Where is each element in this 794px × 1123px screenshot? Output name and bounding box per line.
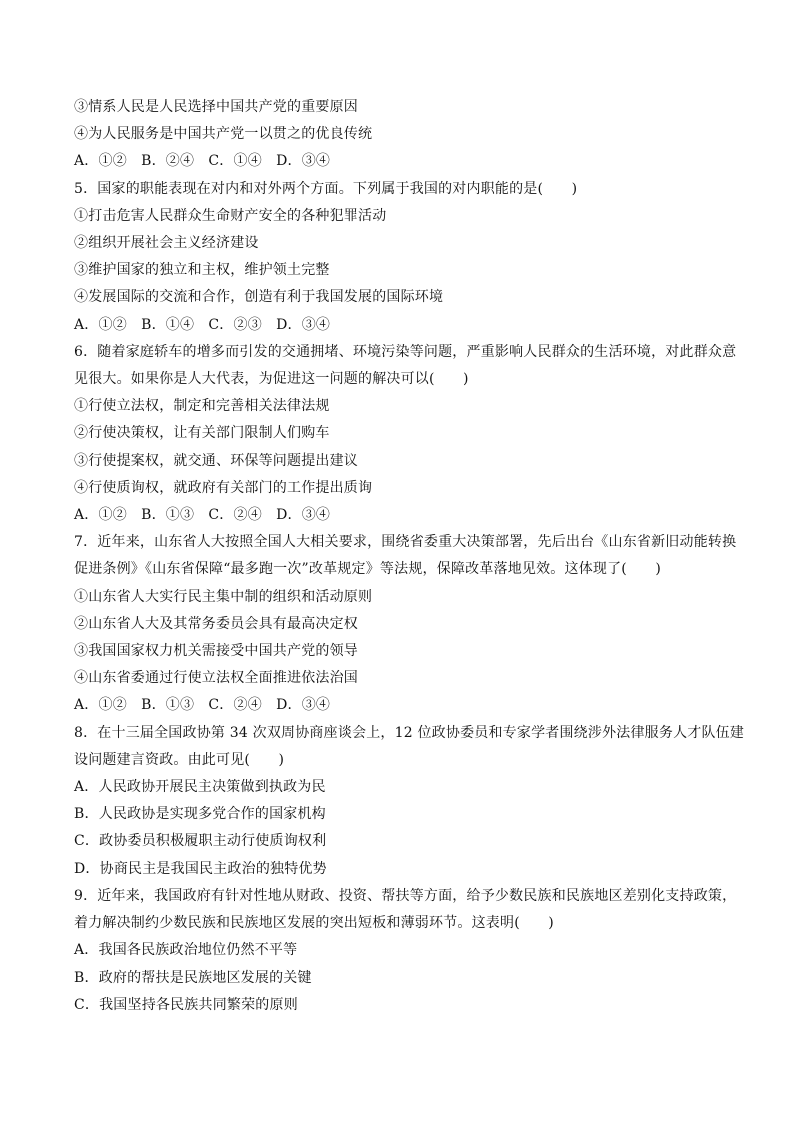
option-line: ③情系人民是人民选择中国共产党的重要原因: [74, 99, 358, 115]
choice-c: C．政协委员积极履职主动行使质询权利: [74, 833, 327, 850]
option-line: ④山东省委通过行使立法权全面推进依法治国: [74, 670, 358, 687]
option-line: ①山东省人大实行民主集中制的组织和活动原则: [74, 588, 373, 605]
choice-a: A．人民政协开展民主决策做到执政为民: [74, 779, 326, 796]
question-5-stem: 5．国家的职能表现在对内和对外两个方面。下列属于我国的对内职能的是( ): [74, 180, 578, 197]
question-8-stem: 8．在十三届全国政协第 34 次双周协商座谈会上，12 位政协委员和专家学者围绕涉外法律服务人才队伍建: [74, 724, 745, 741]
exam-page: [74, 94, 745, 1019]
question-6-stem: 6．随着家庭轿车的增多而引发的交通拥堵、环境污染等问题，严重影响人民群众的生活环境，对此群众意: [74, 343, 737, 360]
choice-d: D．协商民主是我国民主政治的独特优势: [74, 860, 327, 877]
choice-c: C．我国坚持各民族共同繁荣的原则: [74, 996, 298, 1013]
question-9-stem-cont: 着力解决制约少数民族和民族地区发展的突出短板和薄弱环节。这表明( ): [74, 915, 554, 932]
option-line: ④发展国际的交流和合作，创造有利于我国发展的国际环境: [74, 289, 444, 306]
option-line: ①打击危害人民群众生命财产安全的各种犯罪活动: [74, 207, 387, 224]
option-line: ③我国国家权力机关需接受中国共产党的领导: [74, 643, 358, 660]
answer-choices: A．①② B．①③ C．②④ D．③④: [74, 507, 331, 524]
choice-b: B．政府的帮扶是民族地区发展的关键: [74, 969, 312, 986]
option-line: ③维护国家的独立和主权，维护领土完整: [74, 262, 330, 279]
question-7-stem-cont: 促进条例》《山东省保障“最多跑一次”改革规定》等法规，保障改革落地见效。这体现了( ): [74, 561, 662, 578]
option-line: ①行使立法权，制定和完善相关法律法规: [74, 398, 330, 415]
answer-choices: A．①② B．①③ C．②④ D．③④: [74, 697, 331, 714]
option-line: ④为人民服务是中国共产党一以贯之的优良传统: [74, 126, 373, 143]
option-line: ②山东省人大及其常务委员会具有最高决定权: [74, 615, 358, 632]
option-line: ②组织开展社会主义经济建设: [74, 235, 259, 252]
question-6-stem-cont: 见很大。如果你是人大代表，为促进这一问题的解决可以( ): [74, 371, 469, 388]
question-7-stem: 7．近年来，山东省人大按照全国人大相关要求，围绕省委重大决策部署，先后出台《山东省新旧动能转换: [74, 534, 737, 551]
choice-a: A．我国各民族政治地位仍然不平等: [74, 942, 298, 959]
option-line: ③行使提案权，就交通、环保等问题提出建议: [74, 452, 358, 469]
option-line: ④行使质询权，就政府有关部门的工作提出质询: [74, 479, 373, 496]
option-line: ②行使决策权，让有关部门限制人们购车: [74, 425, 330, 442]
question-8-stem-cont: 设问题建言资政。由此可见( ): [74, 751, 285, 768]
answer-choices: A．①② B．②④ C．①④ D．③④: [74, 153, 331, 170]
question-9-stem: 9．近年来，我国政府有针对性地从财政、投资、帮扶等方面，给予少数民族和民族地区差别化支持政策，: [74, 887, 737, 904]
choice-b: B．人民政协是实现多党合作的国家机构: [74, 806, 326, 823]
answer-choices: A．①② B．①④ C．②③ D．③④: [74, 316, 331, 333]
